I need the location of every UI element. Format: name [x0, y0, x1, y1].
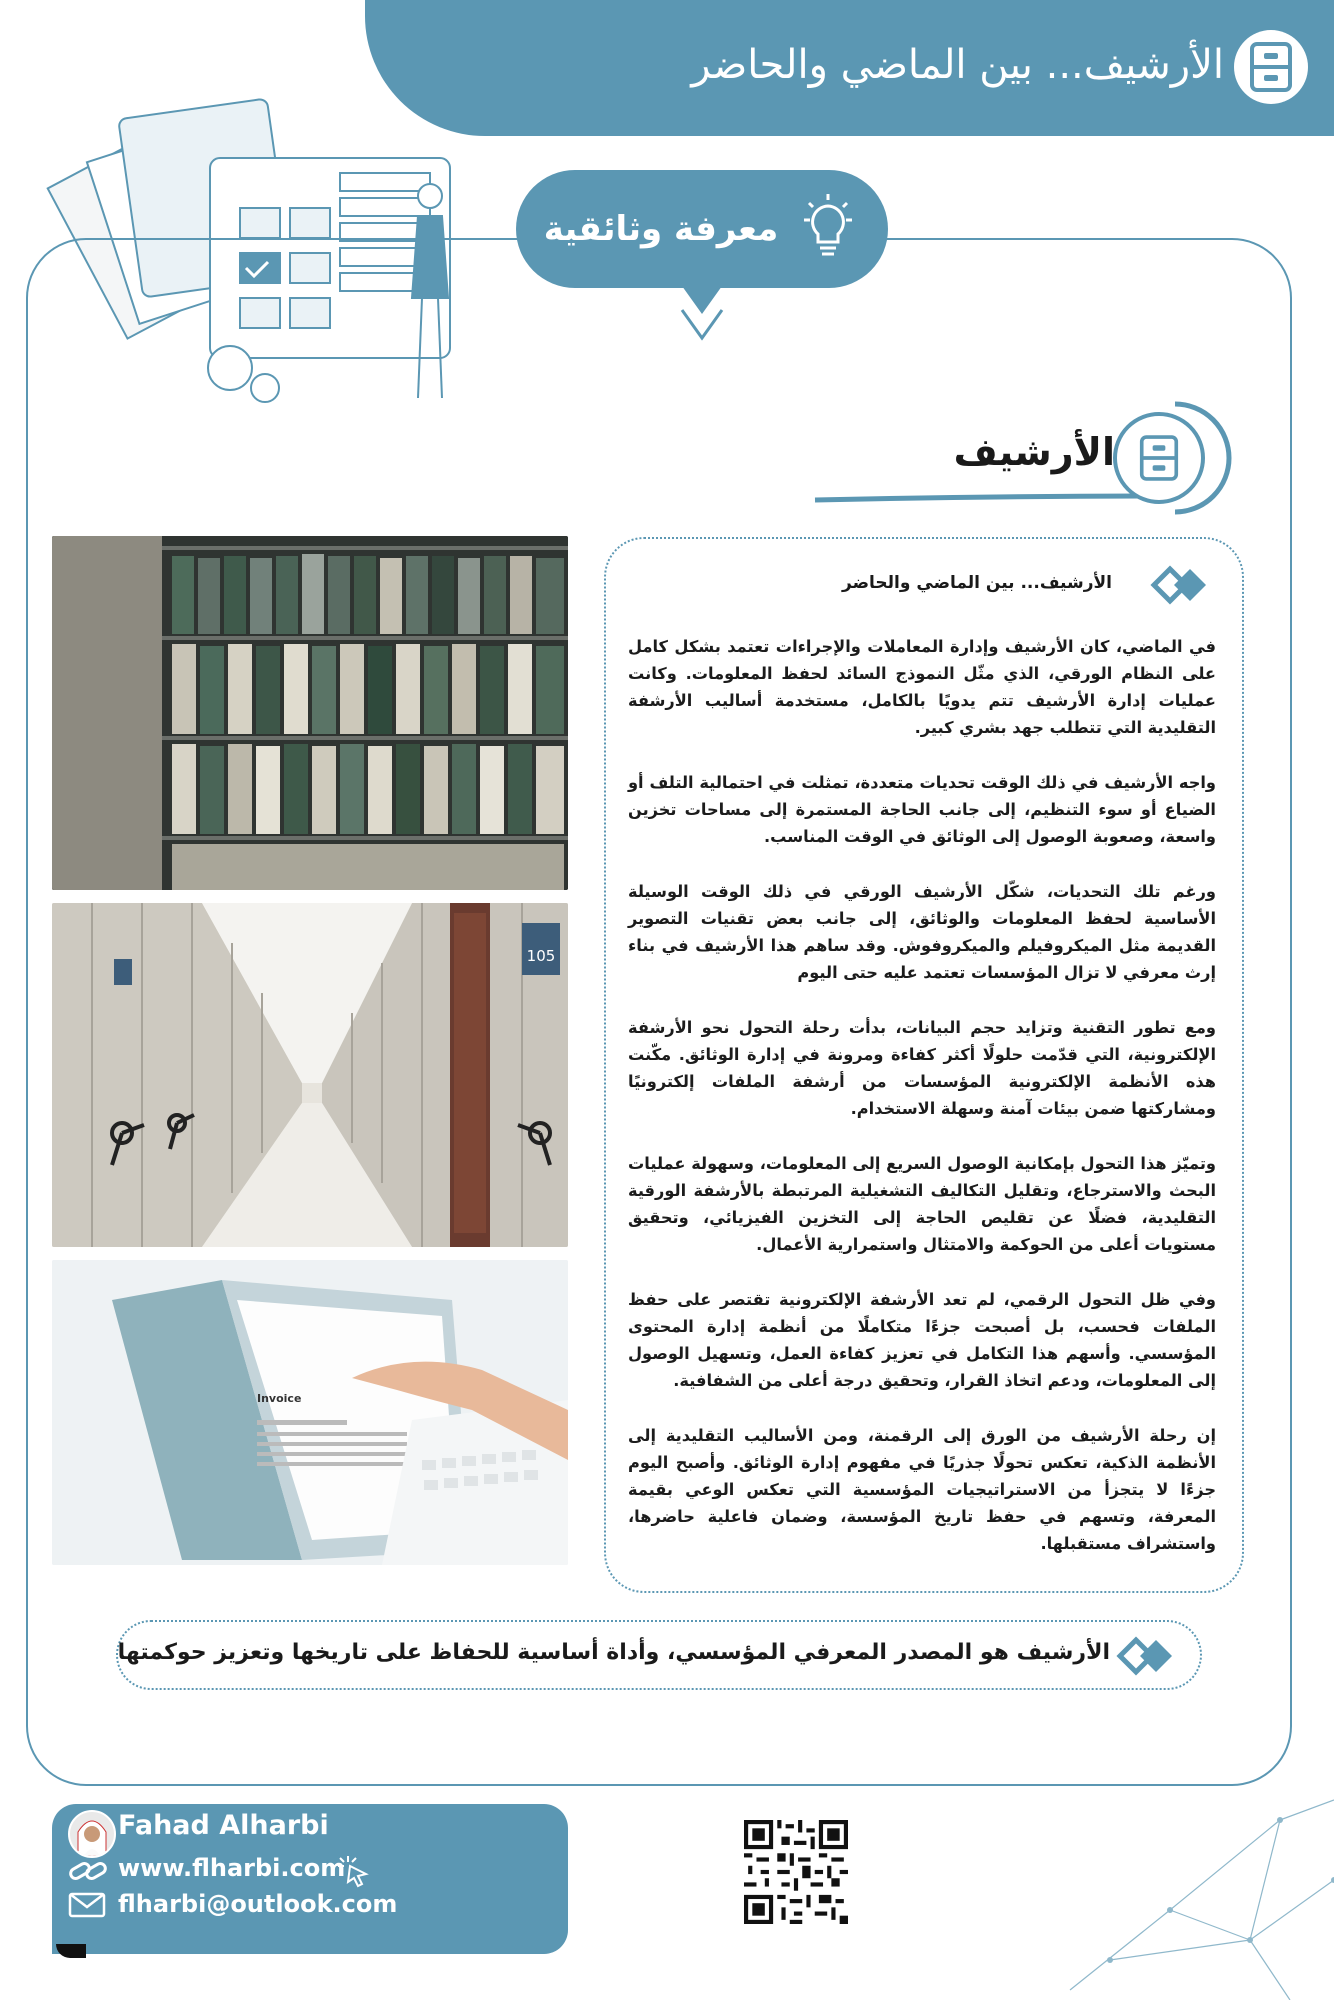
invoice-title: Invoice: [257, 1392, 302, 1405]
section-title: الأرشيف: [953, 430, 1115, 474]
diamond-bullet-icon: [1114, 1636, 1178, 1676]
badge-label: معرفة وثائقية: [543, 209, 779, 249]
mail-icon: [68, 1892, 106, 1922]
section-heading: [795, 400, 1235, 516]
lightbulb-icon: [796, 192, 860, 266]
paragraph: وتميّز هذا التحول بإمكانية الوصول السريع إلى المعلومات، وسهولة عمليات البحث والاسترجاع، وتقليل التكاليف التشغيلية المرتبطة بالأرشفة الورقية التقليدية، فضلًا عن تقليص الحاجة إلى التخزين الفيزيائي، وتحقيق مستويات أعلى من الحوكمة والامتثال واستمرارية الأعمال.: [628, 1154, 1216, 1254]
diamond-bullet-icon: [1148, 565, 1212, 605]
shelf-number-label: 105: [526, 947, 556, 965]
paragraph: ورغم تلك التحديات، شكّل الأرشيف الورقي في ذلك الوقت الوسيلة الأساسية لحفظ المعلومات والوثائق، إلى جانب بعض تقنيات التصوير القديمة مثل الميكروفيلم والميكروفوش. وقد ساهم هذا الأرشيف في بناء إرث معرفي لا تزال المؤسسات تعتمد عليه حتى اليوم: [628, 882, 1216, 982]
article-body: [628, 633, 1216, 1585]
key-statement: [116, 1620, 1202, 1690]
paragraph: إن رحلة الأرشيف من الورق إلى الرقمنة، ومن الأساليب التقليدية إلى الأنظمة الذكية، تعكس تحولًا جذريًا في مفهوم إدارة الوثائق. وأصبح اليوم جزءًا لا يتجزأ من الاستراتيجيات المؤسسية التي تعكس الوعي بقيمة المعرفة، وتسهم في حفظ تاريخ المؤسسة، وضمان فاعلية حاضرها، واستشراف مستقبلها.: [628, 1426, 1216, 1553]
paragraph: واجه الأرشيف في ذلك الوقت تحديات متعددة، تمثلت في احتمالية التلف أو الضياع أو سوء التنظيم، إلى جانب الحاجة المستمرة إلى مساحات تخزين واسعة، وصعوبة الوصول إلى الوثائق في الوقت المناسب.: [628, 773, 1216, 846]
article-panel: [604, 537, 1244, 1593]
link-icon: [68, 1856, 108, 1890]
paragraph: وفي ظل التحول الرقمي، لم تعد الأرشفة الإلكترونية تقتصر على حفظ الملفات فحسب، بل أصبحت جزءًا متكاملًا من أنظمة إدارة المحتوى المؤسسي. وأسهم هذا التكامل في تعزيز كفاءة العمل، وتسهيل الوصول إلى المعلومات، ودعم اتخاذ القرار، وتحقيق درجة أعلى من الشفافية.: [628, 1290, 1216, 1390]
network-decoration: [1050, 1760, 1334, 2000]
click-cursor-icon: [336, 1854, 372, 1892]
page-title: الأرشيف... بين الماضي والحاضر: [691, 42, 1224, 88]
pill-pointer: [678, 284, 726, 342]
archive-cabinet-icon: [1113, 412, 1205, 504]
paragraph: ومع تطور التقنية وتزايد حجم البيانات، بدأت رحلة التحول نحو الأرشفة الإلكترونية، التي قدّمت حلولًا أكثر كفاءة ومرونة في إدارة الوثائق. مكّنت هذه الأنظمة الإلكترونية المؤسسات من أرشفة الملفات إلكترونيًا ومشاركتها ضمن بيئات آمنة وسهلة الاستخدام.: [628, 1018, 1216, 1118]
website-link[interactable]: www.flharbi.com: [118, 1854, 346, 1882]
panel-subtitle: الأرشيف... بين الماضي والحاضر: [842, 573, 1112, 593]
paragraph: في الماضي، كان الأرشيف وإدارة المعاملات والإجراءات تعتمد بشكل كامل على النظام الورقي، الذي مثّل النموذج السائد لحفظ المعلومات. وكانت عمليات إدارة الأرشيف تتم يدويًا بالكامل، مستخدمة أساليب الأرشفة التقليدية التي تتطلب جهد بشري كبير.: [628, 637, 1216, 737]
knowledge-badge: [516, 170, 888, 288]
email-link[interactable]: flharbi@outlook.com: [118, 1890, 398, 1918]
statement-text: الأرشيف هو المصدر المعرفي المؤسسي، وأداة أساسية للحفاظ على تاريخها وتعزيز حوكمتها: [117, 1640, 1110, 1665]
card-shadow-tab: [56, 1944, 86, 1958]
laptop-invoice-photo: [52, 1260, 568, 1565]
qr-code[interactable]: [744, 1820, 848, 1924]
archive-corridor-photo: [52, 903, 568, 1247]
archive-cabinet-icon: [1234, 30, 1308, 104]
avatar: [68, 1810, 116, 1858]
archive-shelves-photo: [52, 536, 568, 890]
author-name: Fahad Alharbi: [118, 1810, 329, 1841]
